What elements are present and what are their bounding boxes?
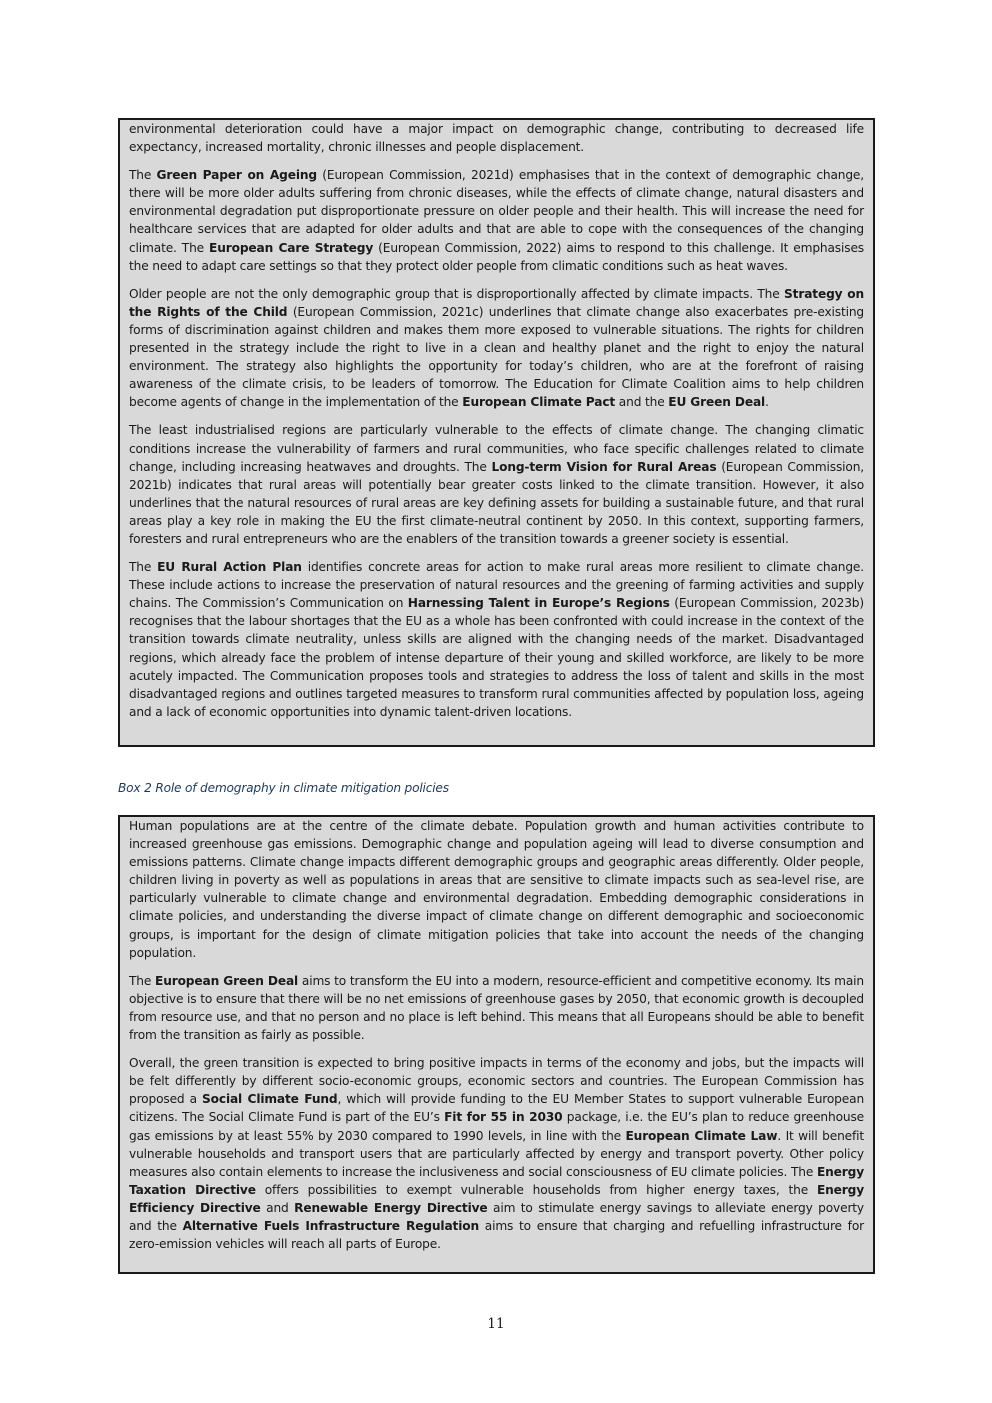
- bold-term: Long-term Vision for Rural Areas: [491, 459, 717, 474]
- paragraph: environmental deterioration could have a major impact on demographic change, contributing to decreased life expectancy, increased mortality, chronic illnesses and people displacement.: [129, 122, 864, 155]
- bold-term: Social Climate Fund: [202, 1092, 338, 1107]
- bold-term: EU Green Deal: [668, 395, 766, 410]
- box-caption: Box 2 Role of demography in climate mitigation policies: [118, 781, 449, 795]
- page-number: 11: [487, 1316, 505, 1332]
- paragraph: The European Green Deal aims to transform the EU into a modern, resource-efficient and competitive economy. Its main objective is to ensure that there will be no net emissions of greenhouse gases by 2050, that economic growth is decoupled from resource use, and that no person and no place is left behind. This means that all Europeans should be able to benefit from the transition as fairly as possible.: [129, 973, 864, 1043]
- bold-term: Alternative Fuels Infrastructure Regulation: [182, 1218, 479, 1233]
- text-box-climate-impacts: [118, 118, 875, 747]
- paragraph: The least industrialised regions are particularly vulnerable to the effects of climate change. The changing climatic conditions increase the vulnerability of farmers and rural communities, who face specific challenges related to climate change, including increasing heatwaves and droughts. The Long-term Vision for Rural Areas (European Commission, 2021b) indicates that rural areas will potentially bear greater costs linked to the climate transition. However, it also underlines that the natural resources of rural areas are key defining assets for building a sustainable future, and that rural areas play a key role in making the EU the first climate-neutral continent by 2050. In this context, supporting farmers, foresters and rural entrepreneurs who are the enablers of the transition towards a greener society is essential.: [129, 423, 865, 546]
- bold-term: Green Paper on Ageing: [156, 168, 317, 183]
- bold-term: EU Rural Action Plan: [157, 560, 302, 575]
- paragraph: Older people are not the only demographic group that is disproportionally affected by climate impacts. The Strategy on the Rights of the Child (European Commission, 2021c) underlines that climate change also exacerbates pre-existing forms of discrimination against children and makes them more exposed to vulnerable situations. The rights for children presented in the strategy include the right to live in a clean and healthy planet and the right to enjoy the natural environment. The strategy also highlights the opportunity for today’s children, who are at the forefront of raising awareness of the climate crisis, to be leaders of tomorrow. The Education for Climate Coalition aims to help children become agents of change in the implementation of the European Climate Pact and the EU Green Deal.: [129, 286, 864, 410]
- bold-term: European Climate Law: [625, 1128, 778, 1143]
- bold-term: Energy Taxation Directive: [129, 1164, 864, 1197]
- paragraph: Overall, the green transition is expected to bring positive impacts in terms of the economy and jobs, but the impacts will be felt differently by different socio-economic groups, economic sectors and countries. The European Commission has proposed a Social Climate Fund, which will provide funding to the EU Member States to support vulnerable European citizens. The Social Climate Fund is part of the EU’s Fit for 55 in 2030 package, i.e. the EU’s plan to reduce greenhouse gas emissions by at least 55% by 2030 compared to 1990 levels, in line with the European Climate Law. It will benefit vulnerable households and transport users that are particularly affected by energy and transport poverty. Other policy measures also contain elements to increase the inclusiveness and social consciousness of EU climate policies. The Energy Taxation Directive offers possibilities to exempt vulnerable households from higher energy taxes, the Energy Efficiency Directive and Renewable Energy Directive aim to stimulate energy savings to alleviate energy poverty and the Alternative Fuels Infrastructure Regulation aims to ensure that charging and refuelling infrastructure for zero-emission vehicles will reach all parts of Europe.: [129, 1056, 865, 1252]
- paragraph: Human populations are at the centre of the climate debate. Population growth and human activities contribute to increased greenhouse gas emissions. Demographic change and population ageing will lead to diverse consumption and emissions patterns. Climate change impacts different demographic groups and geographic areas differently. Older people, children living in poverty as well as populations in areas that are sensitive to climate impacts such as sea-level rise, are particularly vulnerable to climate change and environmental degradation. Embedding demographic considerations in climate policies, and understanding the diverse impact of climate change on different demographic and socioeconomic groups, is important for the design of climate mitigation policies that take into account the needs of the changing population.: [129, 819, 864, 960]
- paragraph: The Green Paper on Ageing (European Commission, 2021d) emphasises that in the context of demographic change, there will be more older adults suffering from chronic diseases, while the effects of climate change, natural disasters and environmental degradation put disproportionate pressure on older people and their health. This will increase the need for healthcare services that are adapted for older adults and that are able to cope with the consequences of the changing climate. The European Care Strategy (European Commission, 2022) aims to respond to this challenge. It emphasises the need to adapt care settings so that they protect older people from climatic conditions such as heat waves.: [129, 168, 864, 273]
- bold-term: Fit for 55 in 2030: [444, 1110, 563, 1125]
- text-box-mitigation-policies: [118, 815, 875, 1274]
- bold-term: Renewable Energy Directive: [294, 1200, 488, 1215]
- bold-term: European Care Strategy: [209, 240, 374, 255]
- bold-term: Strategy on the Rights of the Child: [129, 286, 864, 319]
- bold-term: Harnessing Talent in Europe’s Regions: [407, 596, 670, 611]
- paragraph: The EU Rural Action Plan identifies concrete areas for action to make rural areas more resilient to climate change. These include actions to increase the preservation of natural resources and the greening of farming activities and supply chains. The Commission’s Communication on Harnessing Talent in Europe’s Regions (European Commission, 2023b) recognises that the labour shortages that the EU as a whole has been confronted with could increase in the context of the transition towards climate neutrality, unless skills are aligned with the changing needs of the market. Disadvantaged regions, which already face the problem of intense departure of their young and skilled workforce, are likely to be more acutely impacted. The Communication proposes tools and strategies to address the loss of talent and skills in the most disadvantaged regions and outlines targeted measures to transform rural communities affected by population loss, ageing and a lack of economic opportunities into dynamic talent-driven locations.: [129, 560, 864, 719]
- bold-term: European Green Deal: [155, 973, 299, 988]
- bold-term: European Climate Pact: [462, 395, 616, 410]
- bold-term: Energy Efficiency Directive: [129, 1182, 865, 1215]
